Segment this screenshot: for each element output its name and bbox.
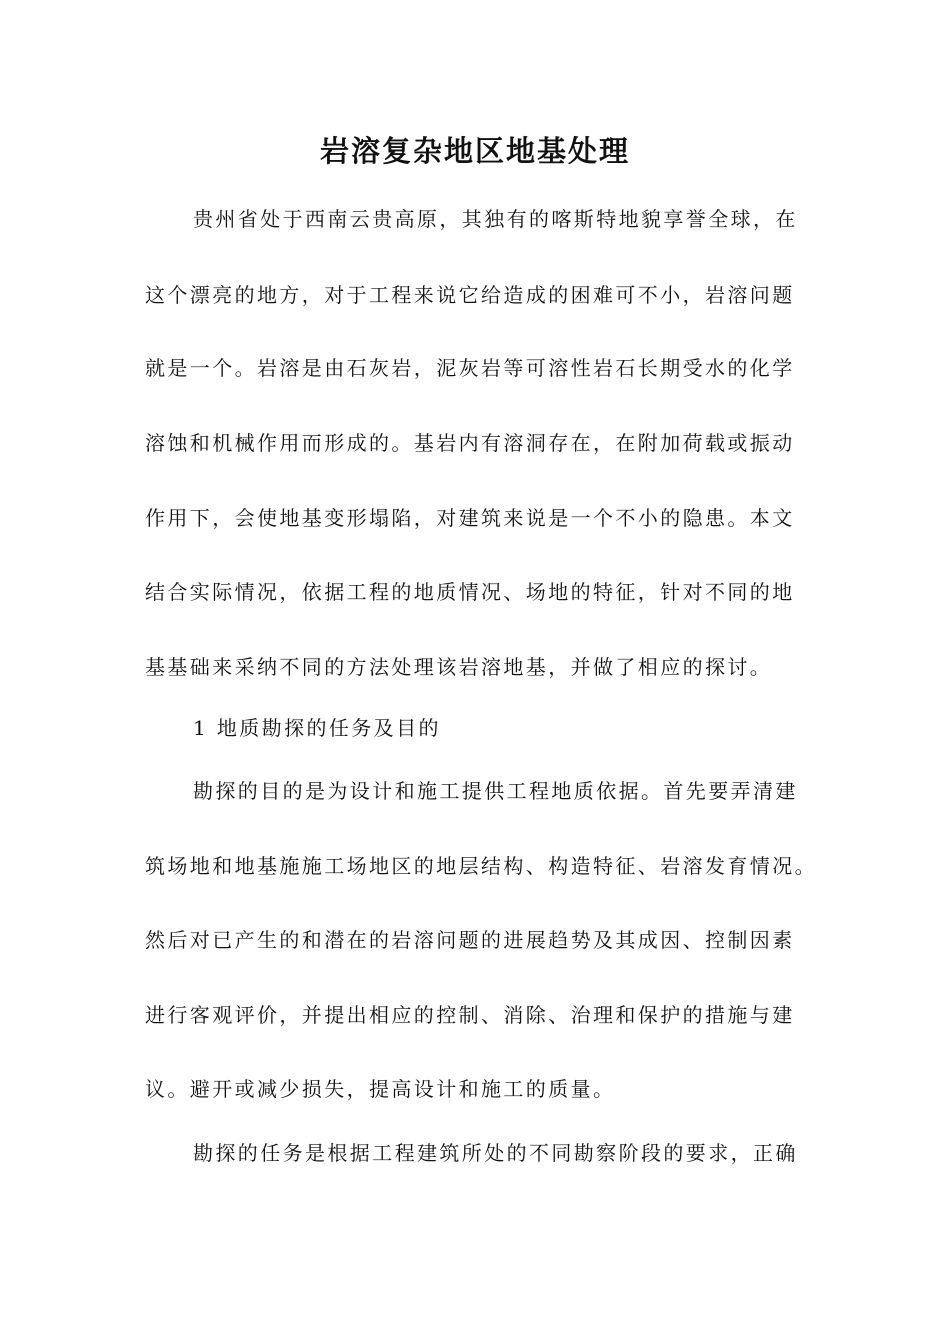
paragraph-line: 勘探的目的是为设计和施工提供工程地质依据。首先要弄清建 — [193, 779, 798, 803]
paragraph-line: 贵州省处于西南云贵高原，其独有的喀斯特地貌享誉全球，在 — [193, 207, 798, 231]
paragraph-line: 溶蚀和机械作用而形成的。基岩内有溶洞存在，在附加荷载或振动 — [145, 431, 795, 455]
paragraph-line: 这个漂亮的地方，对于工程来说它给造成的困难可不小，岩溶问题 — [145, 283, 795, 307]
paragraph-line: 就是一个。岩溶是由石灰岩，泥灰岩等可溶性岩石长期受水的化学 — [145, 356, 795, 380]
paragraph-line: 筑场地和地基施施工场地区的地层结构、构造特征、岩溶发育情况。 — [145, 854, 817, 878]
document-title: 岩溶复杂地区地基处理 — [319, 134, 630, 168]
section-heading: 1 地质勘探的任务及目的 — [193, 716, 441, 740]
paragraph-line: 进行客观评价，并提出相应的控制、消除、治理和保护的措施与建 — [145, 1003, 795, 1027]
paragraph-line: 议。避开或减少损失，提高设计和施工的质量。 — [145, 1077, 616, 1101]
paragraph-line: 基基础来采纳不同的方法处理该岩溶地基，并做了相应的探讨。 — [145, 655, 773, 679]
paragraph-line: 作用下，会使地基变形塌陷，对建筑来说是一个不小的隐患。本文 — [145, 506, 795, 530]
paragraph-line: 然后对已产生的和潜在的岩溶问题的进展趋势及其成因、控制因素 — [145, 928, 795, 952]
paragraph-line: 勘探的任务是根据工程建筑所处的不同勘察阶段的要求，正确 — [193, 1141, 798, 1165]
paragraph-line: 结合实际情况，依据工程的地质情况、场地的特征，针对不同的地 — [145, 580, 795, 604]
